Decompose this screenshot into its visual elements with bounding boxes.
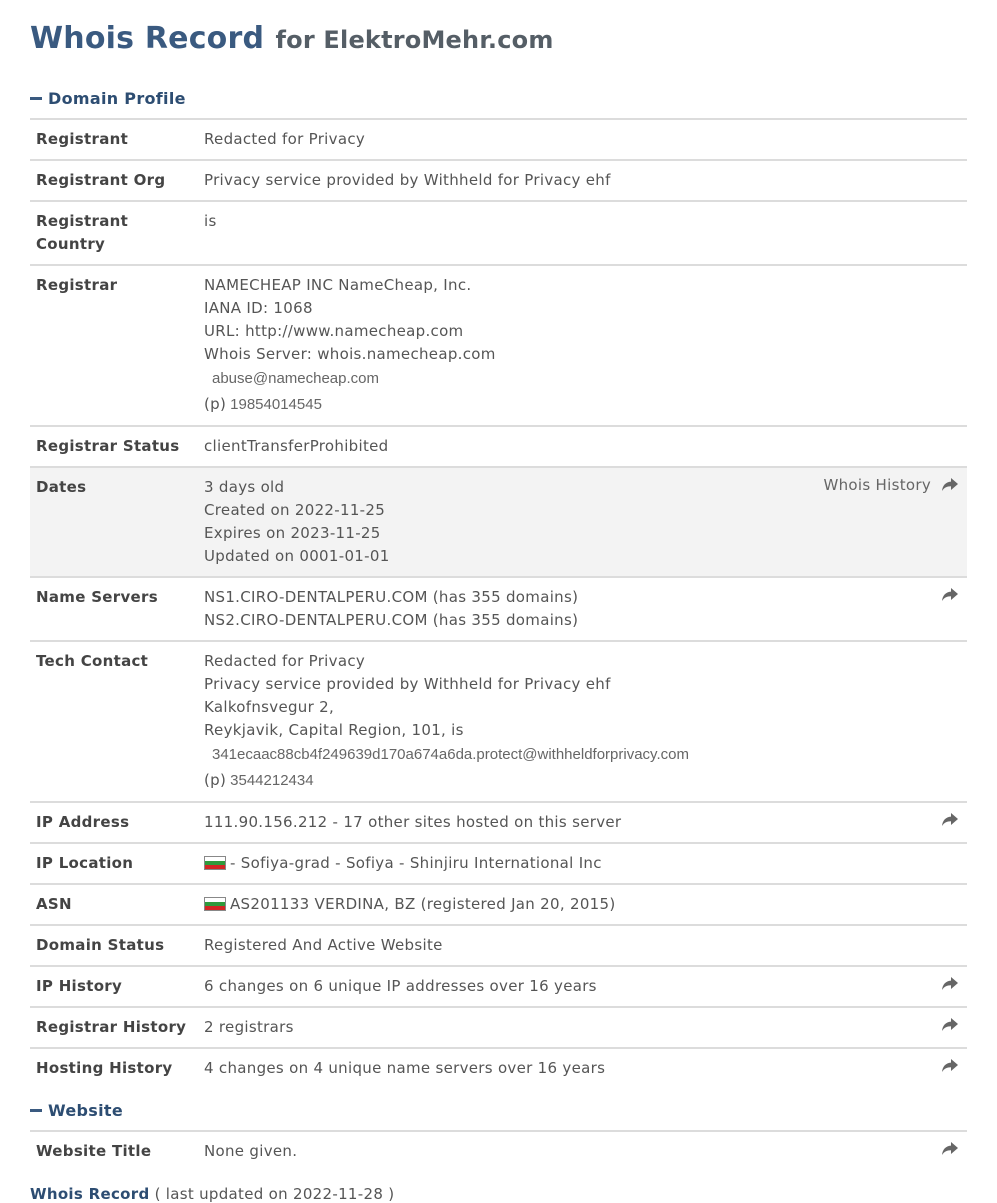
row-website-title xyxy=(30,1131,967,1171)
dates-updated: Updated on 0001-01-01 xyxy=(204,547,390,565)
last-updated-note: ( last updated on 2022-11-28 ) xyxy=(154,1185,395,1203)
ip-location-label: IP Location xyxy=(36,854,134,872)
tech-contact-email: 341ecaac88cb4f249639d170a674a6da.protect@withheldforprivacy.com xyxy=(212,746,689,763)
collapse-icon xyxy=(30,97,42,100)
dates-expires: Expires on 2023-11-25 xyxy=(204,524,381,542)
name-servers-share[interactable] xyxy=(941,584,959,607)
row-domain-status xyxy=(30,925,967,966)
registrar-status-value: clientTransferProhibited xyxy=(204,437,389,455)
tech-contact-city: Reykjavik, Capital Region, 101, is xyxy=(204,721,464,739)
row-ip-location xyxy=(30,843,967,884)
phone-prefix: (p) xyxy=(204,395,227,413)
share-arrow-icon xyxy=(941,1056,959,1074)
hosting-history-text: 4 changes on 4 unique name servers over 16 years xyxy=(204,1059,606,1077)
ip-address-label: IP Address xyxy=(36,813,130,831)
registrant-org-label: Registrant Org xyxy=(36,171,166,189)
ip-location-value xyxy=(198,843,967,884)
row-asn xyxy=(30,884,967,925)
registrar-abuse-email: abuse@namecheap.com xyxy=(212,370,379,387)
domain-profile-toggle[interactable] xyxy=(30,78,967,118)
tech-contact-street: Kalkofnsvegur 2, xyxy=(204,698,335,716)
row-registrar-history xyxy=(30,1007,967,1048)
share-arrow-icon xyxy=(941,810,959,828)
page-title-main: Whois Record xyxy=(30,21,265,56)
name-servers-value xyxy=(198,577,967,641)
registrant-value: Redacted for Privacy xyxy=(204,130,366,148)
asn-text: AS201133 VERDINA, BZ (registered Jan 20, 2015) xyxy=(230,895,616,913)
share-arrow-icon xyxy=(941,1015,959,1033)
bulgaria-flag-icon xyxy=(204,897,226,911)
dates-value xyxy=(198,467,967,577)
domain-profile-heading: Domain Profile xyxy=(48,88,186,108)
registrant-org-value: Privacy service provided by Withheld for Privacy ehf xyxy=(204,171,611,189)
hosting-history-label: Hosting History xyxy=(36,1059,173,1077)
registrant-country-value: is xyxy=(204,212,217,230)
row-hosting-history xyxy=(30,1048,967,1088)
registrar-history-label: Registrar History xyxy=(36,1018,187,1036)
bulgaria-flag-icon xyxy=(204,856,226,870)
domain-profile-table xyxy=(30,118,967,1088)
ip-address-text: 111.90.156.212 - 17 other sites hosted on this server xyxy=(204,813,622,831)
hosting-history-value xyxy=(198,1048,967,1088)
row-registrar-status xyxy=(30,426,967,467)
dates-age: 3 days old xyxy=(204,478,285,496)
registrar-status-label: Registrar Status xyxy=(36,437,180,455)
page-title-domain: for ElektroMehr.com xyxy=(275,26,554,54)
row-registrant-country xyxy=(30,201,967,265)
whois-history-label: Whois History xyxy=(823,476,931,494)
website-toggle[interactable] xyxy=(30,1090,967,1130)
domain-status-label: Domain Status xyxy=(36,936,165,954)
website-title-value xyxy=(198,1131,967,1171)
ip-history-value xyxy=(198,966,967,1007)
name-server-1: NS1.CIRO-DENTALPERU.COM (has 355 domains) xyxy=(204,588,579,606)
share-arrow-icon xyxy=(941,585,959,603)
name-server-2: NS2.CIRO-DENTALPERU.COM (has 355 domains) xyxy=(204,611,579,629)
registrar-phone-number: 19854014545 xyxy=(230,396,322,413)
tech-contact-phone-number: 3544212434 xyxy=(230,772,314,789)
tech-contact-value xyxy=(198,641,967,802)
hosting-history-share[interactable] xyxy=(941,1055,959,1078)
whois-record-link[interactable]: Whois Record xyxy=(30,1185,150,1203)
registrar-history-value xyxy=(198,1007,967,1048)
website-table xyxy=(30,1130,967,1171)
registrar-whois-server: Whois Server: whois.namecheap.com xyxy=(204,345,496,363)
phone-prefix: (p) xyxy=(204,771,227,789)
registrar-url: URL: http://www.namecheap.com xyxy=(204,322,464,340)
registrar-history-text: 2 registrars xyxy=(204,1018,294,1036)
registrar-iana-id: IANA ID: 1068 xyxy=(204,299,313,317)
ip-history-share[interactable] xyxy=(941,973,959,996)
registrar-label: Registrar xyxy=(36,276,118,294)
tech-contact-phone xyxy=(204,768,961,793)
row-tech-contact xyxy=(30,641,967,802)
row-registrar xyxy=(30,265,967,426)
footer xyxy=(30,1185,967,1203)
domain-status-value: Registered And Active Website xyxy=(204,936,443,954)
collapse-icon xyxy=(30,1109,42,1112)
row-registrant-org xyxy=(30,160,967,201)
registrar-phone xyxy=(204,392,961,417)
share-arrow-icon xyxy=(941,475,959,493)
row-name-servers xyxy=(30,577,967,641)
asn-label: ASN xyxy=(36,895,72,913)
name-servers-label: Name Servers xyxy=(36,588,158,606)
ip-address-share[interactable] xyxy=(941,809,959,832)
share-arrow-icon xyxy=(941,974,959,992)
tech-contact-org: Privacy service provided by Withheld for Privacy ehf xyxy=(204,675,611,693)
ip-history-text: 6 changes on 6 unique IP addresses over 16 years xyxy=(204,977,597,995)
registrant-country-label: Registrant Country xyxy=(36,212,129,253)
dates-created: Created on 2022-11-25 xyxy=(204,501,386,519)
website-title-share[interactable] xyxy=(941,1138,959,1161)
website-title-label: Website Title xyxy=(36,1142,152,1160)
ip-history-label: IP History xyxy=(36,977,123,995)
tech-contact-label: Tech Contact xyxy=(36,652,149,670)
website-heading: Website xyxy=(48,1100,123,1120)
asn-value xyxy=(198,884,967,925)
row-ip-history xyxy=(30,966,967,1007)
whois-history-link[interactable] xyxy=(823,474,959,497)
row-dates xyxy=(30,467,967,577)
ip-location-text: - Sofiya-grad - Sofiya - Shinjiru International Inc xyxy=(230,854,602,872)
dates-label: Dates xyxy=(36,478,87,496)
website-title-text: None given. xyxy=(204,1142,298,1160)
registrant-label: Registrant xyxy=(36,130,129,148)
ip-address-value xyxy=(198,802,967,843)
registrar-history-share[interactable] xyxy=(941,1014,959,1037)
tech-contact-name: Redacted for Privacy xyxy=(204,652,366,670)
registrar-name: NAMECHEAP INC NameCheap, Inc. xyxy=(204,276,472,294)
share-arrow-icon xyxy=(941,1139,959,1157)
registrar-value xyxy=(198,265,967,426)
row-ip-address xyxy=(30,802,967,843)
page-title xyxy=(30,0,967,70)
row-registrant xyxy=(30,119,967,160)
